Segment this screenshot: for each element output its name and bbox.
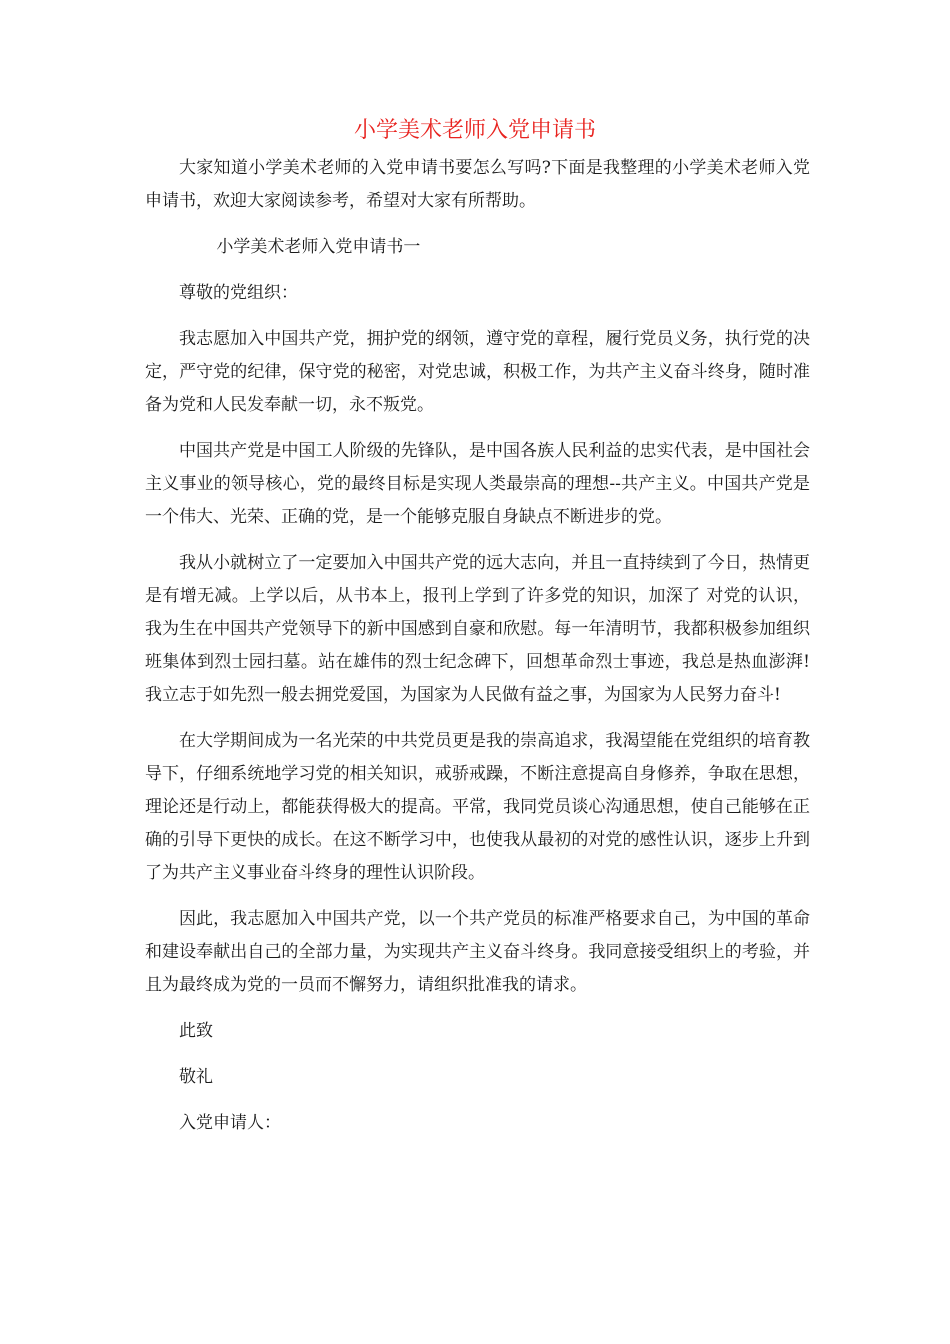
salutation: 尊敬的党组织： — [179, 283, 298, 303]
body-paragraph: 在大学期间成为一名光荣的中共党员更是我的崇高追求，我渴望能在党组织的培育教导下，仔细系统地学习党的相关知识，戒骄戒躁，不断注意提高自身修养，争取在思想，理论还是行动上，都能获得极大的提高。平常，我同党员谈心沟通思想，使自己能够在正确的引导下更快的成长。在这不断学习中，也使我从最初的对党的感性认识，逐步上升到了为共产主义事业奋斗终身的理性认识阶段。 — [145, 731, 810, 883]
body-paragraph: 因此，我志愿加入中国共产党，以一个共产党员的标准严格要求自己，为中国的革命和建设奉献出自己的全部力量，为实现共产主义奋斗终身。我同意接受组织上的考验，并且为最终成为党的一员而不懈努力，请组织批准我的请求。 — [145, 909, 810, 995]
body-paragraph: 中国共产党是中国工人阶级的先锋队，是中国各族人民利益的忠实代表，是中国社会主义事业的领导核心，党的最终目标是实现人类最崇高的理想--共产主义。中国共产党是一个伟大、光荣、正确的党，是一个能够克服自身缺点不断进步的党。 — [145, 441, 810, 527]
document-title: 小学美术老师入党申请书 — [353, 118, 596, 143]
body-paragraph: 我从小就树立了一定要加入中国共产党的远大志向，并且一直持续到了今日，热情更是有增无减。上学以后，从书本上，报刊上学到了许多党的知识，加深了 对党的认识，我为生在中国共产党领导下的新中国感到自豪和欣慰。每一年清明节，我都积极参加组织班集体到烈士园扫墓。站在雄伟的烈士纪念碑下，回想革命烈士事迹，我总是热血澎湃!我立志于如先烈一般去拥党爱国，为国家为人民做有益之事，为国家为人民努力奋斗! — [145, 553, 810, 705]
intro-paragraph: 大家知道小学美术老师的入党申请书要怎么写吗?下面是我整理的小学美术老师入党申请书，欢迎大家阅读参考，希望对大家有所帮助。 — [145, 158, 810, 211]
closing-line-1: 此致 — [179, 1021, 213, 1041]
section-heading: 小学美术老师入党申请书一 — [216, 237, 421, 257]
applicant-signature-line: 入党申请人： — [179, 1113, 281, 1133]
document-body — [145, 152, 810, 1140]
body-paragraph: 我志愿加入中国共产党，拥护党的纲领，遵守党的章程，履行党员义务，执行党的决定，严守党的纪律，保守党的秘密，对党忠诚，积极工作，为共产主义奋斗终身，随时准备为党和人民发奉献一切，永不叛党。 — [145, 329, 810, 415]
closing-line-2: 敬礼 — [179, 1067, 213, 1087]
